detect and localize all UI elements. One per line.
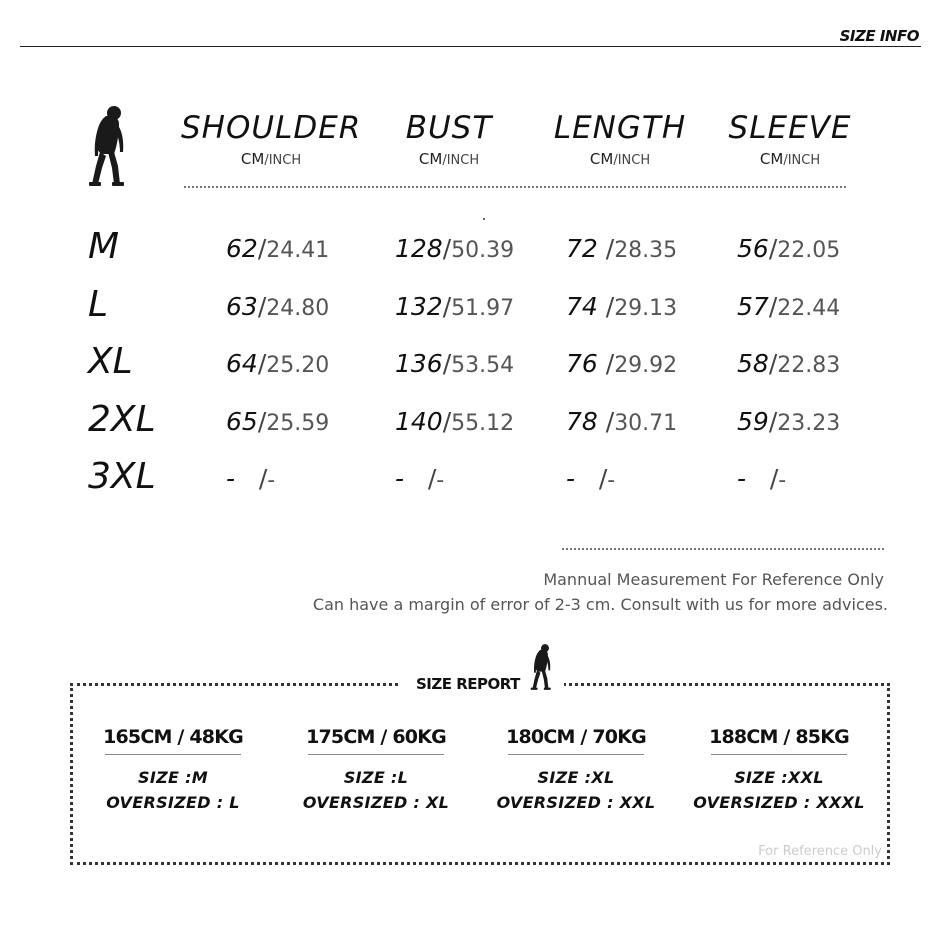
unit-cm: CM: [759, 150, 784, 168]
inch-value: -: [607, 468, 616, 493]
inch-value: 29.13: [614, 296, 678, 321]
height-weight: 165CM / 48KG: [103, 726, 243, 748]
inch-value: 50.39: [451, 238, 515, 263]
column-header-length: [545, 110, 695, 168]
cm-value: 59: [737, 407, 769, 436]
length-cell: 74 /29.13: [566, 292, 678, 321]
sleeve-cell: 58/22.83: [737, 349, 841, 378]
entry-divider: [105, 754, 241, 755]
inch-value: 22.83: [777, 353, 841, 378]
measurement-note: Mannual Measurement For Reference Only: [543, 570, 884, 589]
report-entry: [78, 726, 268, 815]
ape-figure-icon: [529, 643, 553, 691]
column-header-shoulder: [181, 110, 361, 168]
inch-value: 51.97: [451, 296, 515, 321]
column-header-bust: [379, 110, 519, 168]
bust-cell: 132/51.97: [395, 292, 515, 321]
column-name: SHOULDER: [181, 110, 362, 146]
inch-value: 22.05: [777, 238, 841, 263]
column-name: BUST: [405, 110, 493, 146]
sleeve-cell: 56/22.05: [737, 234, 841, 263]
header-dotted-divider: [184, 186, 846, 188]
cm-value: 65: [226, 407, 258, 436]
report-entry: [684, 726, 874, 815]
height-weight: 180CM / 70KG: [506, 726, 646, 748]
speck: [483, 218, 485, 220]
size-row-2xl: [0, 399, 950, 449]
cm-value: 64: [226, 349, 258, 378]
entry-divider: [308, 754, 444, 755]
inch-value: -: [267, 468, 276, 493]
cm-value: 74: [566, 292, 598, 321]
size-row-xl: [0, 341, 950, 391]
cm-value: 140: [395, 407, 443, 436]
bust-cell: - /-: [395, 464, 445, 493]
recommended-size: SIZE :M: [138, 768, 208, 787]
inch-value: 23.23: [777, 411, 841, 436]
cm-value: 58: [737, 349, 769, 378]
column-unit: [379, 150, 519, 168]
column-unit: [181, 150, 361, 168]
shoulder-cell: - /-: [226, 464, 276, 493]
recommended-size: SIZE :XL: [537, 768, 615, 787]
recommended-size: SIZE :XXL: [734, 768, 824, 787]
cm-value: 56: [737, 234, 769, 263]
cm-value: 57: [737, 292, 769, 321]
inch-value: 24.41: [266, 238, 330, 263]
inch-value: -: [436, 468, 445, 493]
inch-value: 55.12: [451, 411, 515, 436]
report-entry: [481, 726, 671, 815]
size-report-title: SIZE REPORT: [416, 675, 520, 693]
cm-value: -: [226, 464, 236, 493]
sleeve-cell: 59/23.23: [737, 407, 841, 436]
size-row-3xl: [0, 456, 950, 506]
sleeve-cell: - /-: [737, 464, 787, 493]
inch-value: 24.80: [266, 296, 330, 321]
size-label: 2XL: [88, 399, 156, 440]
cm-value: 72: [566, 234, 598, 263]
column-header-sleeve: [720, 110, 860, 168]
unit-cm: CM: [589, 150, 614, 168]
size-label: M: [88, 226, 120, 267]
size-label: XL: [88, 341, 133, 382]
unit-inch: /INCH: [783, 153, 821, 168]
unit-inch: /INCH: [613, 153, 651, 168]
column-unit: [545, 150, 695, 168]
cm-value: -: [566, 464, 576, 493]
recommended-size: SIZE :L: [343, 768, 409, 787]
cm-value: 76: [566, 349, 598, 378]
inch-value: -: [778, 468, 787, 493]
cm-value: 78: [566, 407, 598, 436]
oversized-size: OVERSIZED : XXL: [496, 793, 656, 812]
cm-value: 128: [395, 234, 443, 263]
unit-cm: CM: [240, 150, 265, 168]
unit-inch: /INCH: [264, 153, 302, 168]
inch-value: 53.54: [451, 353, 515, 378]
report-entry: [281, 726, 471, 815]
length-cell: 76 /29.92: [566, 349, 678, 378]
inch-value: 28.35: [614, 238, 678, 263]
column-name: SLEEVE: [728, 110, 852, 146]
shoulder-cell: 65/25.59: [226, 407, 330, 436]
cm-value: -: [395, 464, 405, 493]
height-weight: 188CM / 85KG: [709, 726, 849, 748]
shoulder-cell: 64/25.20: [226, 349, 330, 378]
bust-cell: 128/50.39: [395, 234, 515, 263]
cm-value: 63: [226, 292, 258, 321]
bust-cell: 136/53.54: [395, 349, 515, 378]
size-row-l: [0, 284, 950, 334]
length-cell: - /-: [566, 464, 616, 493]
cm-value: 132: [395, 292, 443, 321]
size-label: 3XL: [88, 456, 156, 497]
margin-note: Can have a margin of error of 2-3 cm. Consult with us for more advices.: [312, 595, 888, 614]
oversized-size: OVERSIZED : XL: [302, 793, 450, 812]
sleeve-cell: 57/22.44: [737, 292, 841, 321]
page-title: SIZE INFO: [839, 27, 919, 45]
size-label: L: [88, 284, 109, 325]
header-divider: [20, 46, 921, 47]
oversized-size: OVERSIZED : L: [106, 793, 240, 812]
column-unit: [720, 150, 860, 168]
height-weight: 175CM / 60KG: [306, 726, 446, 748]
inch-value: 30.71: [614, 411, 678, 436]
cm-value: 62: [226, 234, 258, 263]
inch-value: 25.20: [266, 353, 330, 378]
unit-cm: CM: [418, 150, 443, 168]
column-name: LENGTH: [553, 110, 687, 146]
length-cell: 78 /30.71: [566, 407, 678, 436]
length-cell: 72 /28.35: [566, 234, 678, 263]
cm-value: -: [737, 464, 747, 493]
shoulder-cell: 63/24.80: [226, 292, 330, 321]
unit-inch: /INCH: [442, 153, 480, 168]
entry-divider: [711, 754, 847, 755]
bust-cell: 140/55.12: [395, 407, 515, 436]
reference-footnote: For Reference Only: [758, 844, 882, 859]
shoulder-cell: 62/24.41: [226, 234, 330, 263]
inch-value: 29.92: [614, 353, 678, 378]
inch-value: 22.44: [777, 296, 841, 321]
cm-value: 136: [395, 349, 443, 378]
ape-figure-icon: [86, 104, 128, 188]
notes-dotted-divider: [562, 548, 884, 550]
inch-value: 25.59: [266, 411, 330, 436]
size-row-m: [0, 226, 950, 276]
oversized-size: OVERSIZED : XXXL: [693, 793, 865, 812]
entry-divider: [508, 754, 644, 755]
